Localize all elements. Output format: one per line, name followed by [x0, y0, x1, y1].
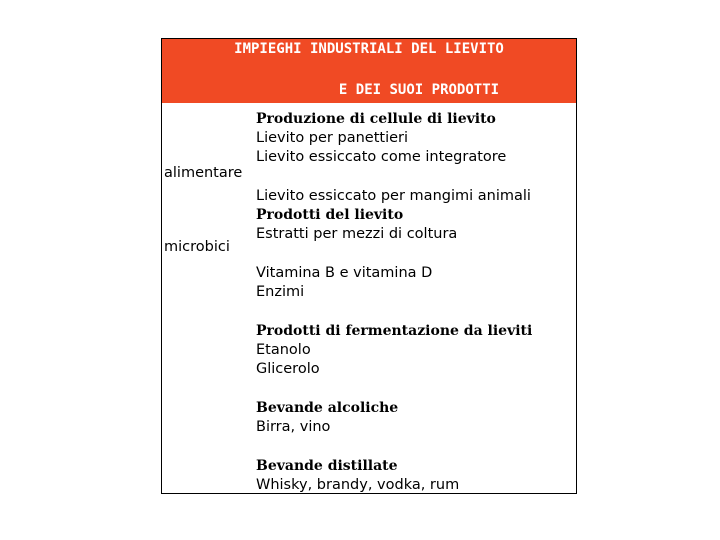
title-line-2: E DEI SUOI PRODOTTI — [338, 82, 500, 98]
label-alimentare: alimentare — [164, 165, 243, 181]
group-heading: Bevande alcoliche — [256, 400, 399, 416]
title-line-1: IMPIEGHI INDUSTRIALI DEL LIEVITO — [234, 41, 504, 57]
content-group — [256, 187, 572, 244]
group-item: Lievito essiccato come integratore — [256, 149, 507, 165]
title-banner — [162, 39, 576, 103]
group-item: Estratti per mezzi di coltura — [256, 226, 458, 242]
content-group — [256, 457, 572, 495]
group-heading: Produzione di cellule di lievito — [256, 111, 496, 127]
content-group — [256, 399, 572, 437]
group-item: Vitamina B e vitamina D — [256, 265, 433, 281]
group-heading: Prodotti del lievito — [256, 207, 404, 223]
content-group — [256, 110, 572, 167]
group-heading: Bevande distillate — [256, 458, 398, 474]
group-item: Enzimi — [256, 284, 305, 300]
group-item: Birra, vino — [256, 419, 331, 435]
group-item: Glicerolo — [256, 361, 320, 377]
group-item: Lievito essiccato per mangimi animali — [256, 188, 531, 204]
group-heading: Prodotti di fermentazione da lieviti — [256, 323, 533, 339]
group-item: Lievito per panettieri — [256, 130, 409, 146]
content-group — [256, 264, 572, 302]
content-list — [256, 110, 572, 515]
group-item: Etanolo — [256, 342, 311, 358]
content-group — [256, 322, 572, 379]
label-microbici: microbici — [164, 239, 230, 255]
group-item: Whisky, brandy, vodka, rum — [256, 477, 460, 493]
